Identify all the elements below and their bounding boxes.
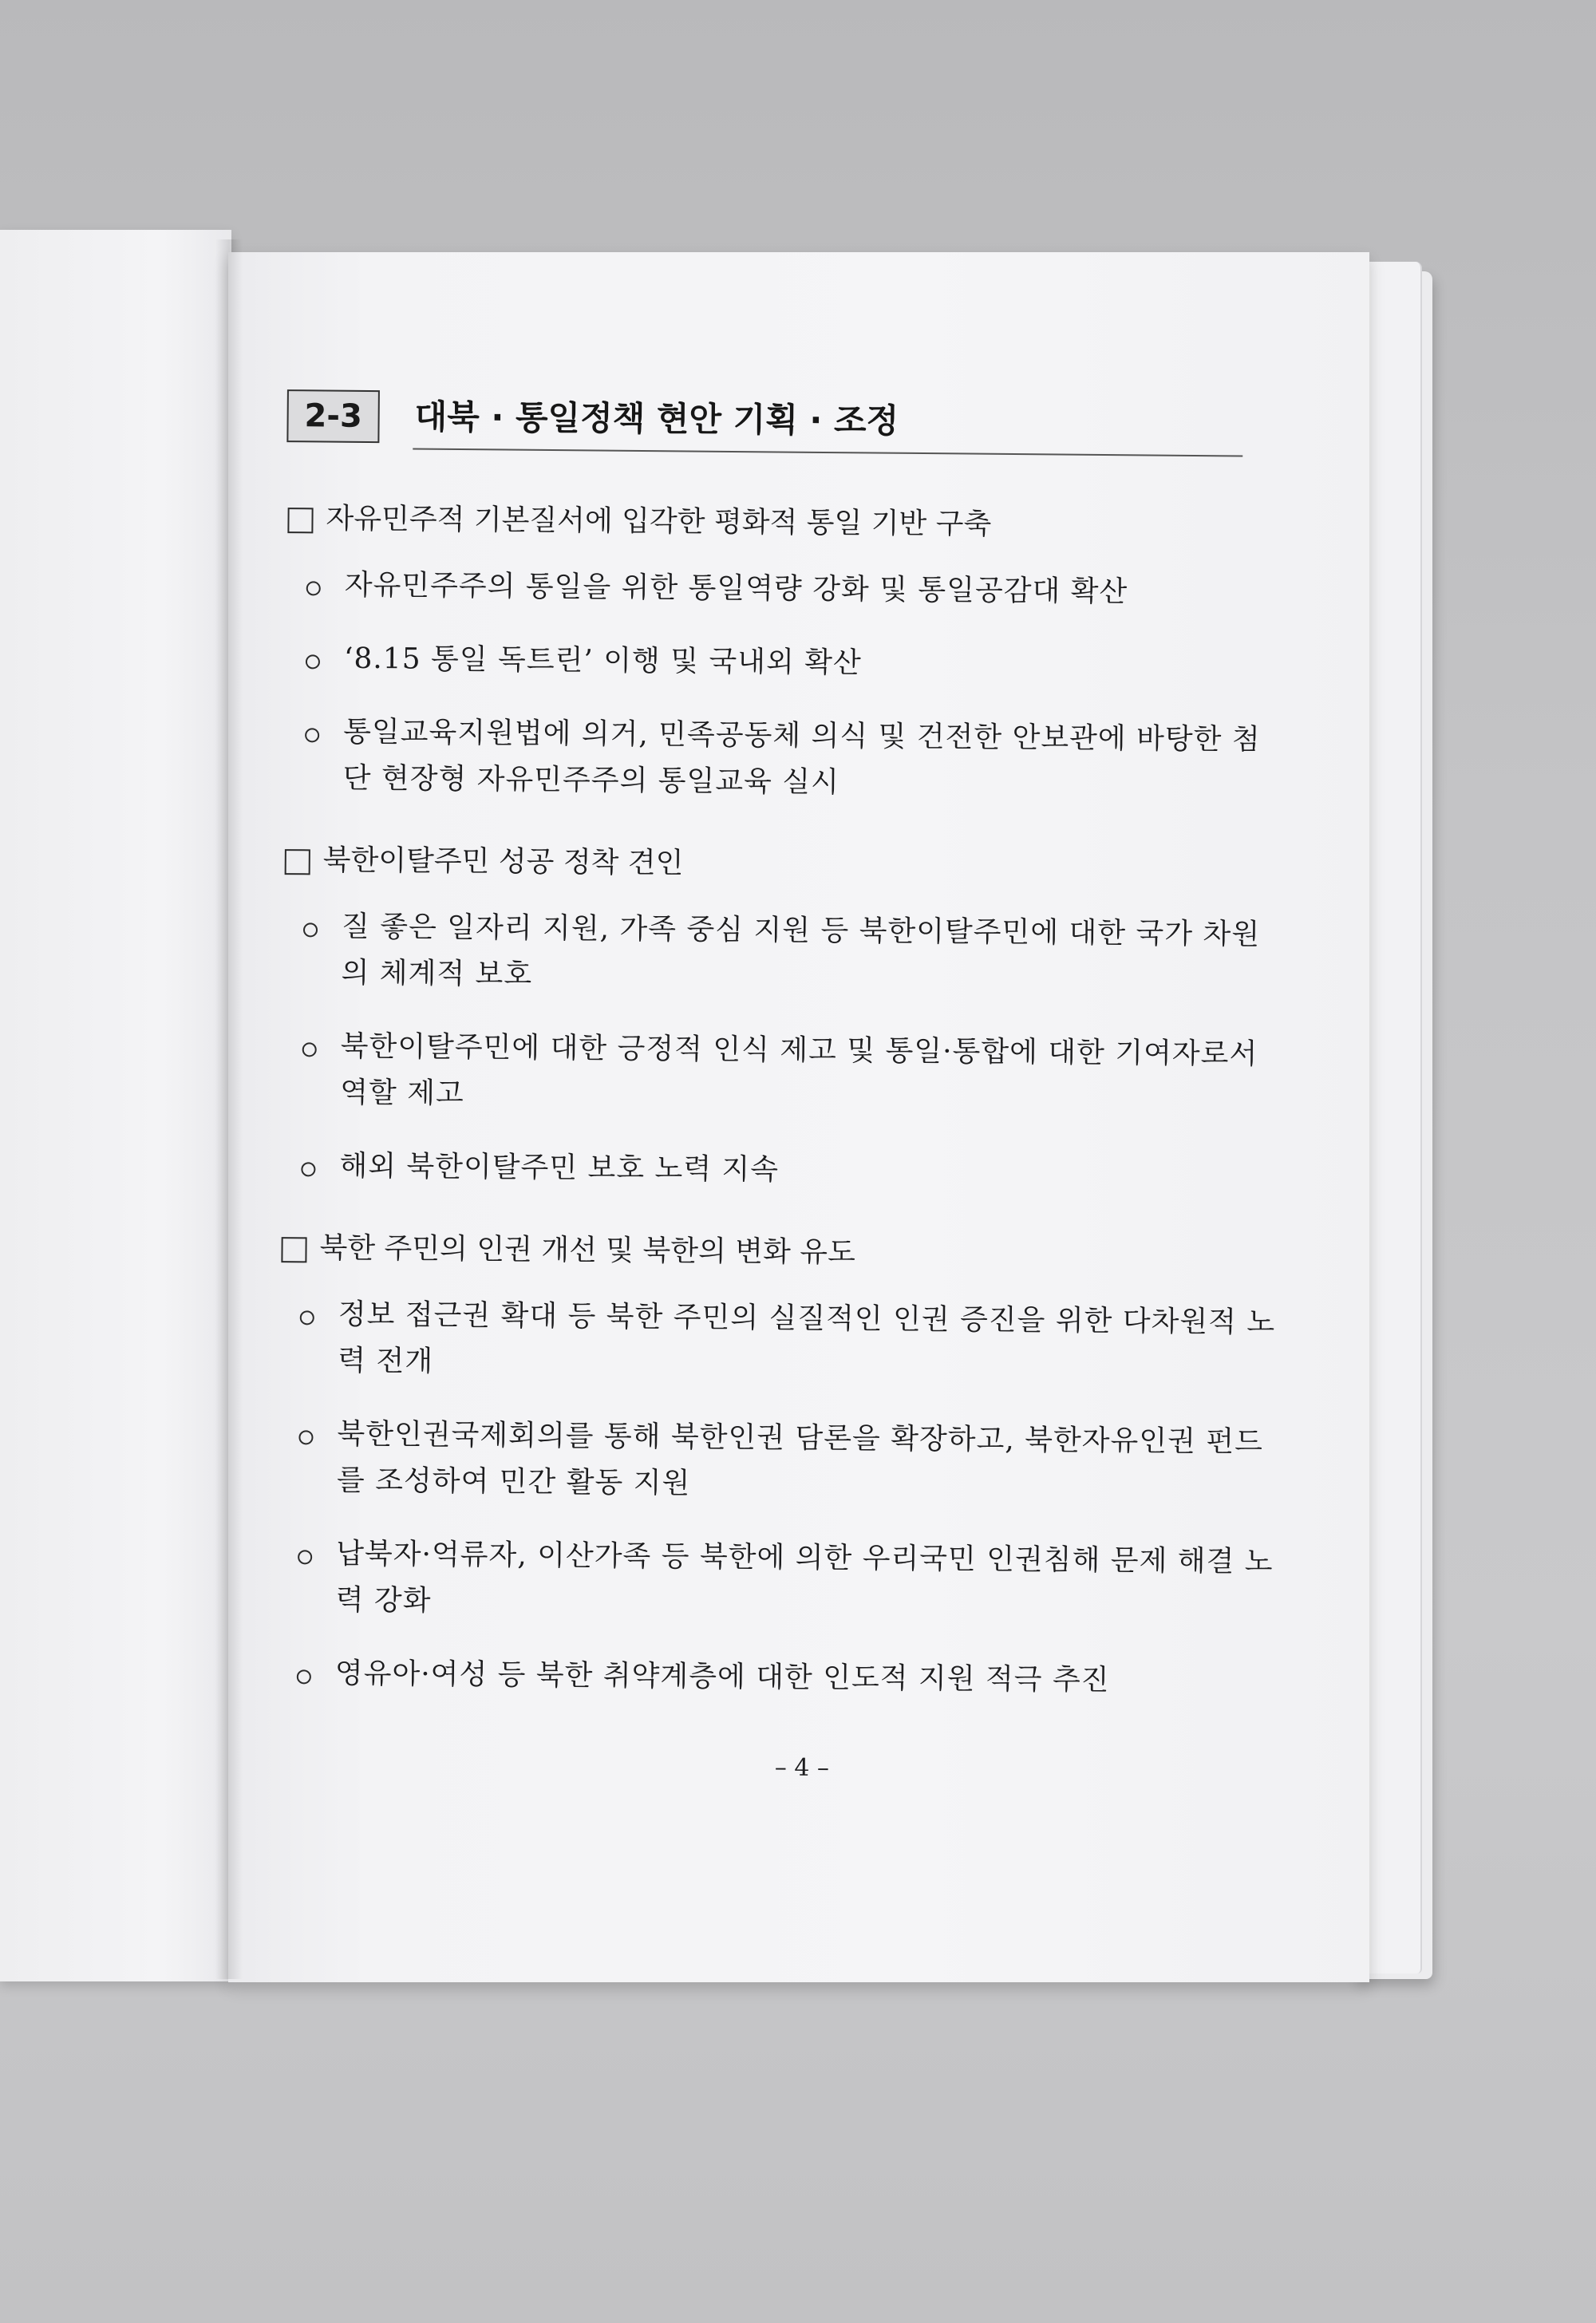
list-item-text: 정보 접근권 확대 등 북한 주민의 실질적인 인권 증진을 위한 다차원적 노력 전개	[338, 1298, 1276, 1378]
bullet-list	[275, 562, 1315, 810]
square-bullet-icon	[287, 508, 313, 533]
list-item	[268, 1650, 1306, 1705]
list-item	[270, 1411, 1308, 1512]
list-item	[271, 1291, 1309, 1393]
section-title: 대북 · 통일정책 현안 기획 · 조정	[414, 397, 899, 441]
list-item	[272, 1143, 1310, 1198]
group-heading-text: 자유민주적 기본질서에 입각한 평화적 통일 기반 구축	[326, 502, 992, 541]
circle-bullet-icon	[306, 654, 320, 669]
policy-group	[268, 1226, 1310, 1705]
book-gutter	[215, 239, 243, 1979]
section-heading	[279, 383, 1317, 465]
bullet-list	[268, 1291, 1309, 1705]
list-item-text: 통일교육지원법에 의거, 민족공동체 의식 및 건전한 안보관에 바탕한 첨단 현장형 자유민주주의 통일교육 실시	[342, 715, 1261, 800]
circle-bullet-icon	[301, 1162, 315, 1176]
policy-group	[272, 838, 1313, 1198]
circle-bullet-icon	[306, 581, 321, 595]
list-item-text: 납북자·억류자, 이산가족 등 북한에 의한 우리국민 인권침해 문제 해결 노력 강화	[335, 1537, 1274, 1618]
group-heading	[271, 1226, 1309, 1279]
policy-group	[275, 496, 1315, 810]
circle-bullet-icon	[300, 1310, 314, 1325]
square-bullet-icon	[285, 849, 310, 875]
title-underline	[413, 448, 1242, 456]
circle-bullet-icon	[298, 1430, 313, 1444]
list-item	[277, 635, 1314, 690]
circle-bullet-icon	[302, 1042, 317, 1057]
group-heading-text: 북한 주민의 인권 개선 및 북한의 변화 유도	[319, 1231, 855, 1270]
left-page	[0, 230, 231, 1981]
list-item	[274, 903, 1312, 1005]
document-content	[267, 383, 1317, 1786]
bullet-list	[272, 903, 1312, 1198]
section-number-box: 2-3	[286, 389, 380, 443]
list-item-text: 질 좋은 일자리 지원, 가족 중심 지원 등 북한이탈주민에 대한 국가 차원의 체계적 보호	[341, 910, 1261, 991]
circle-bullet-icon	[298, 1550, 312, 1564]
list-item-text: 북한인권국제회의를 통해 북한인권 담론을 확장하고, 북한자유인권 펀드를 조성하여 민간 활동 지원	[336, 1417, 1264, 1500]
page-number: – 4 –	[774, 1753, 830, 1783]
group-heading	[278, 496, 1315, 550]
list-item	[278, 562, 1315, 617]
list-item-text: 영유아·여성 등 북한 취약계층에 대한 인도적 지원 적극 추진	[334, 1657, 1110, 1697]
group-heading	[275, 838, 1313, 891]
list-item-text: 북한이탈주민에 대한 긍정적 인식 제고 및 통일·통합에 대한 기여자로서 역할 제고	[340, 1029, 1258, 1111]
circle-bullet-icon	[297, 1669, 311, 1684]
group-heading-text: 북한이탈주민 성공 정착 견인	[322, 843, 684, 880]
square-bullet-icon	[281, 1237, 306, 1262]
circle-bullet-icon	[305, 728, 319, 742]
list-item	[275, 709, 1314, 810]
list-item	[273, 1023, 1311, 1124]
circle-bullet-icon	[303, 922, 318, 937]
list-item	[268, 1531, 1306, 1632]
list-item-text: 자유민주주의 통일을 위한 통일역량 강화 및 통일공감대 확산	[344, 568, 1128, 609]
list-item-text: 해외 북한이탈주민 보호 노력 지속	[339, 1149, 780, 1187]
list-item-text: ‘8.15 통일 독트린’ 이행 및 국내외 확산	[343, 642, 862, 680]
